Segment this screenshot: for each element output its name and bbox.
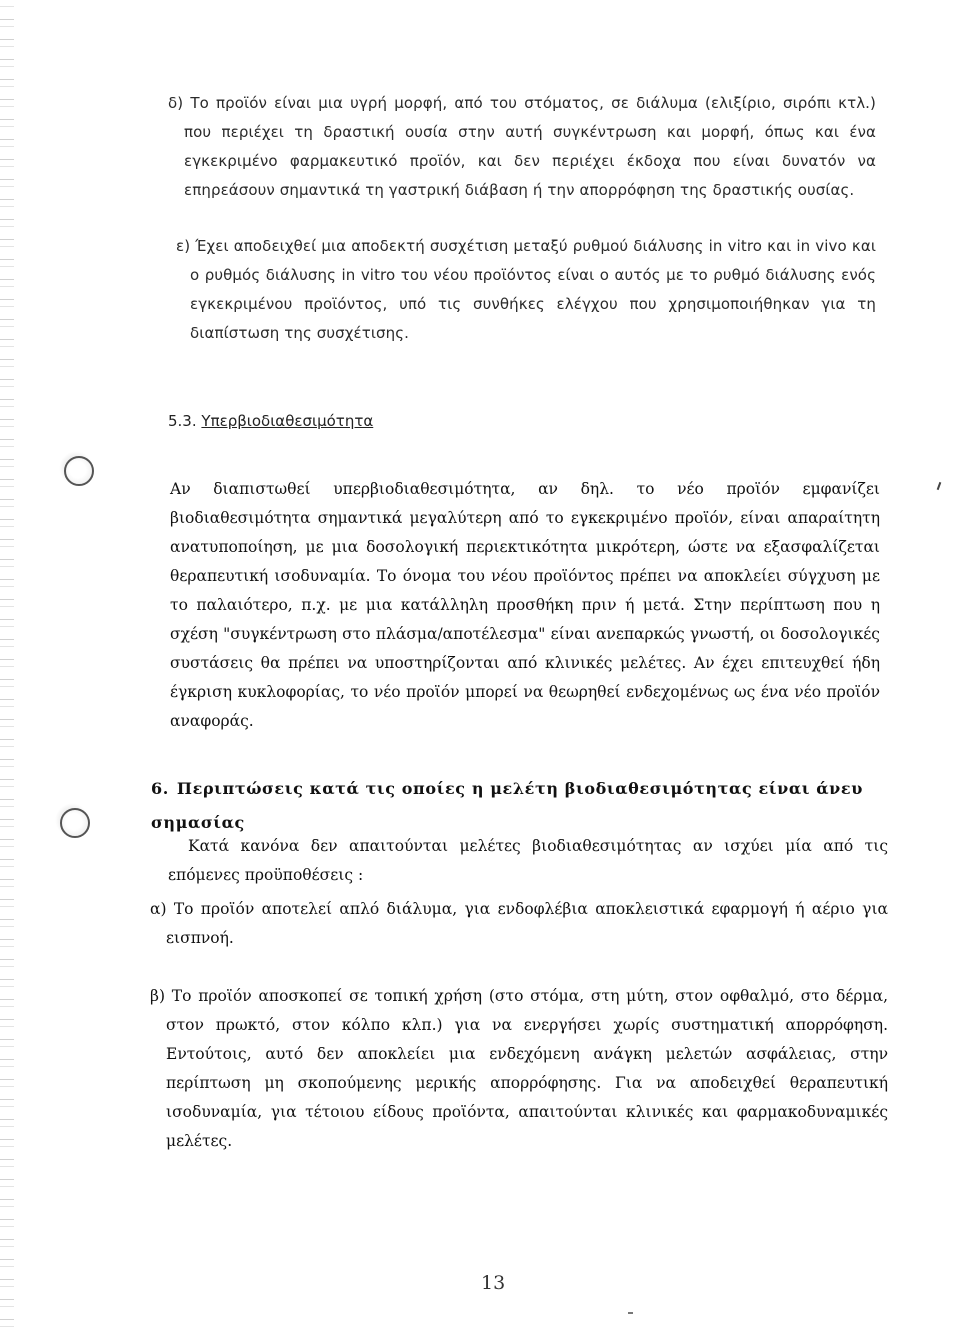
section-5-3-paragraph: Αν διαπιστωθεί υπερβιοδιαθεσιμότητα, αν δηλ. το νέο προϊόν εμφανίζει βιοδιαθεσιμότητα σημαντικά μεγαλύτερη από το εγκεκριμένο προϊόν, είναι απαραίτητη ανατυποποίηση, με μια δοσολογική περιεκτικότητα μικρότερη, ώστε να εξασφαλίζεται θεραπευτική ισοδυναμία. Το όνομα του νέου προϊόντος πρέπει να αποκλείει σύγχυση με το παλαιότερο, π.χ. με μια κατάλληλη προσθήκη πριν ή μετά. Στην περίπτωση που η σχέση "συγκέντρωση στο πλάσμα/αποτέλεσμα" είναι ανεπαρκώς γνωστή, οι δοσολογικές συστάσεις θα πρέπει να υποστηρίζονται από κλινικές μελέτες. Αν έχει επιτευχθεί ήδη έγκριση κυκλοφορίας, το νέο προϊόν μπορεί να θεωρηθεί ενδεχομένως ως ένα νέο προϊόν αναφοράς. bbox=[170, 480, 880, 730]
list-item-a: α) Το προϊόν αποτελεί απλό διάλυμα, για ενδοφλέβια αποκλειστικά εφαρμογή ή αέριο για εισπνοή. bbox=[150, 900, 888, 947]
list-item-d: δ) Το προϊόν είναι μια υγρή μορφή, από του στόματος, σε διάλυμα (ελιξίριο, σιρόπι κτλ.) που περιέχει τη δραστική ουσία στην αυτή συγκέντρωση και μορφή, όπως και ένα εγκεκριμένο φαρμακευτικό προϊόν, και δεν περιέχει έκδοχα που είναι δυνατόν να επηρεάσουν σημαντικά τη γαστρική διάβαση ή την απορρόφηση της δραστικής ουσίας. bbox=[168, 94, 876, 199]
list-item-b: β) Το προϊόν αποσκοπεί σε τοπική χρήση (στο στόμα, στη μύτη, στον οφθαλμό, στο δέρμα, στον πρωκτό, στον κόλπο κλπ.) για να ενεργήσει χωρίς συστηματική απορρόφηση. Εντούτοις, αυτό δεν αποκλείει μια ενδεχόμενη ανάγκη μελετών ασφάλειας, στην περίπτωση μη σκοπούμενης μερικής απορρόφησης. Για να αποδειχθεί θεραπευτική ισοδυναμία, για τέτοιου είδους προϊόντα, απαιτούνται κλινικές και φαρμακοδυναμικές μελέτες. bbox=[150, 987, 888, 1150]
page-number: 13 bbox=[481, 1272, 506, 1294]
list-item-e: ε) Έχει αποδειχθεί μια αποδεκτή συσχέτιση μεταξύ ρυθμού διάλυσης in vitro και in vivo και ο ρυθμός διάλυσης in vitro του νέου προϊόντος είναι ο αυτός με το ρυθμό διάλυσης ενός εγκεκριμένου προϊόντος, υπό τις συνθήκες ελέγχου που χρησιμοποιήθηκαν για τη διαπίστωση της συσχέτισης. bbox=[176, 237, 876, 342]
section-number: 5.3. bbox=[168, 412, 197, 430]
margin-mark bbox=[937, 482, 942, 490]
section-heading-5-3 bbox=[168, 412, 373, 430]
scan-speck bbox=[628, 1312, 633, 1314]
binding-edge bbox=[0, 0, 14, 1330]
section-number: 6. bbox=[151, 779, 169, 798]
section-heading-6 bbox=[151, 772, 871, 840]
punch-hole-icon bbox=[60, 808, 90, 838]
punch-hole-icon bbox=[64, 456, 94, 486]
section-6-intro: Κατά κανόνα δεν απαιτούνται μελέτες βιοδιαθεσιμότητας αν ισχύει μία από τις επόμενες προϋποθέσεις : bbox=[168, 837, 888, 884]
section-title: Υπερβιοδιαθεσιμότητα bbox=[201, 412, 374, 430]
section-title: Περιπτώσεις κατά τις οποίες η μελέτη βιοδιαθεσιμότητας είναι άνευ σημασίας bbox=[151, 779, 863, 832]
